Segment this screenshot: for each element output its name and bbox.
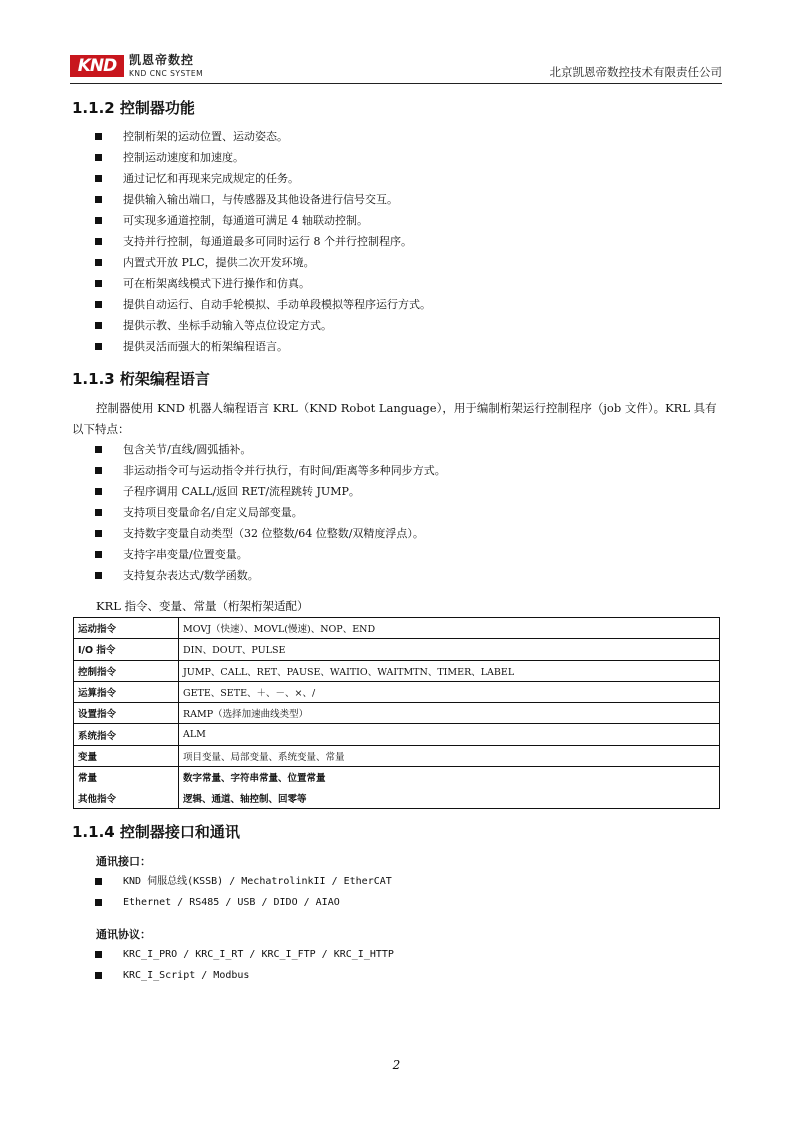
company-logo — [70, 55, 203, 81]
list-item: 提供自动运行、自动手轮模拟、手动单段模拟等程序运行方式。 — [95, 294, 431, 315]
list-item: 支持项目变量命名/自定义局部变量。 — [95, 502, 446, 523]
table-row — [74, 724, 720, 745]
section-title-1-1-2: 1.1.2 控制器功能 — [72, 99, 195, 117]
section-title-1-1-4: 1.1.4 控制器接口和通讯 — [72, 823, 240, 841]
bullet-square-icon — [95, 878, 102, 885]
table-cell-key: 其他指令 — [74, 787, 179, 808]
table-caption: KRL 指令、变量、常量（桁架桁架适配） — [96, 599, 309, 613]
bullet-square-icon — [95, 175, 102, 182]
table-cell-key: 常量 — [74, 767, 179, 788]
bullet-square-icon — [95, 509, 102, 516]
bullet-square-icon — [95, 899, 102, 906]
bullet-square-icon — [95, 972, 102, 979]
list-item: 非运动指令可与运动指令并行执行，有时间/距离等多种同步方式。 — [95, 460, 446, 481]
interface-label: 通讯接口： — [96, 855, 151, 868]
list-item: 提供输入输出端口，与传感器及其他设备进行信号交互。 — [95, 189, 431, 210]
table-cell-key: 运动指令 — [74, 618, 179, 639]
list-item: 可在桁架离线模式下进行操作和仿真。 — [95, 273, 431, 294]
table-cell-value: 数字常量、字符串常量、位置常量 — [179, 767, 720, 788]
table-cell-key: 运算指令 — [74, 681, 179, 702]
list-item: 控制桁架的运动位置、运动姿态。 — [95, 126, 431, 147]
interface-list — [95, 871, 392, 913]
page-header — [70, 50, 722, 84]
list-item: Ethernet / RS485 / USB / DIDO / AIAO — [95, 892, 392, 913]
table-cell-value: RAMP（选择加速曲线类型） — [179, 703, 720, 724]
logo-mark: KND — [70, 55, 124, 77]
bullet-square-icon — [95, 196, 102, 203]
bullet-square-icon — [95, 217, 102, 224]
bullet-square-icon — [95, 467, 102, 474]
list-item: KRC_I_PRO / KRC_I_RT / KRC_I_FTP / KRC_I_HTTP — [95, 944, 394, 965]
bullet-square-icon — [95, 133, 102, 140]
bullet-square-icon — [95, 301, 102, 308]
logo-text — [129, 55, 203, 79]
bullet-square-icon — [95, 154, 102, 161]
logo-cn: 凯恩帝数控 — [129, 53, 195, 67]
list-item: 提供灵活而强大的桁架编程语言。 — [95, 336, 431, 357]
page-number: 2 — [392, 1058, 401, 1072]
list-item: 内置式开放 PLC，提供二次开发环境。 — [95, 252, 431, 273]
list-item: 支持并行控制，每通道最多可同时运行 8 个并行控制程序。 — [95, 231, 431, 252]
table-row — [74, 745, 720, 766]
table-cell-value: DIN、DOUT、PULSE — [179, 639, 720, 660]
table-cell-value: ALM — [179, 724, 720, 745]
table-row — [74, 639, 720, 660]
table-row — [74, 660, 720, 681]
table-cell-value: GETE、SETE、＋、－、×、/ — [179, 681, 720, 702]
list-item: 支持字串变量/位置变量。 — [95, 544, 446, 565]
list-item: 子程序调用 CALL/返回 RET/流程跳转 JUMP。 — [95, 481, 446, 502]
list-item: 控制运动速度和加速度。 — [95, 147, 431, 168]
table-cell-key: 系统指令 — [74, 724, 179, 745]
table-cell-key: 控制指令 — [74, 660, 179, 681]
list-item: 提供示教、坐标手动输入等点位设定方式。 — [95, 315, 431, 336]
company-name: 北京凯恩帝数控技术有限责任公司 — [549, 65, 722, 79]
bullet-square-icon — [95, 530, 102, 537]
section-title-1-1-3: 1.1.3 桁架编程语言 — [72, 370, 210, 388]
krl-instruction-table — [73, 617, 720, 809]
logo-en: KND CNC SYSTEM — [129, 69, 204, 78]
table-row — [74, 703, 720, 724]
table-cell-value: 项目变量、局部变量、系统变量、常量 — [179, 745, 720, 766]
list-item: 支持数字变量自动类型（32 位整数/64 位整数/双精度浮点）。 — [95, 523, 446, 544]
bullet-square-icon — [95, 259, 102, 266]
controller-function-list — [95, 126, 431, 357]
table-row — [74, 681, 720, 702]
list-item: 包含关节/直线/圆弧插补。 — [95, 439, 446, 460]
bullet-square-icon — [95, 572, 102, 579]
list-item: KRC_I_Script / Modbus — [95, 965, 394, 986]
krl-intro-paragraph: 控制器使用 KND 机器人编程语言 KRL（KND Robot Language），用于编制桁架运行控制程序（job 文件）。KRL 具有以下特点： — [72, 401, 717, 436]
list-item: 支持复杂表达式/数学函数。 — [95, 565, 446, 586]
bullet-square-icon — [95, 951, 102, 958]
bullet-square-icon — [95, 238, 102, 245]
table-cell-value: 逻辑、通道、轴控制、回零等 — [179, 787, 720, 808]
bullet-square-icon — [95, 343, 102, 350]
list-item: 可实现多通道控制，每通道可满足 4 轴联动控制。 — [95, 210, 431, 231]
bullet-square-icon — [95, 446, 102, 453]
list-item: 通过记忆和再现来完成规定的任务。 — [95, 168, 431, 189]
protocol-label: 通讯协议： — [96, 928, 151, 941]
bullet-square-icon — [95, 280, 102, 287]
bullet-square-icon — [95, 488, 102, 495]
krl-feature-list — [95, 439, 446, 586]
list-item: KND 伺服总线(KSSB) / MechatrolinkII / EtherCAT — [95, 871, 392, 892]
bullet-square-icon — [95, 322, 102, 329]
table-row — [74, 787, 720, 808]
table-cell-value: MOVJ（快速）、MOVL(慢速)、NOP、END — [179, 618, 720, 639]
table-cell-value: JUMP、CALL、RET、PAUSE、WAITIO、WAITMTN、TIMER、LABEL — [179, 660, 720, 681]
table-row — [74, 767, 720, 788]
table-cell-key: 变量 — [74, 745, 179, 766]
bullet-square-icon — [95, 551, 102, 558]
table-cell-key: I/O 指令 — [74, 639, 179, 660]
table-row — [74, 618, 720, 639]
table-cell-key: 设置指令 — [74, 703, 179, 724]
protocol-list — [95, 944, 394, 986]
